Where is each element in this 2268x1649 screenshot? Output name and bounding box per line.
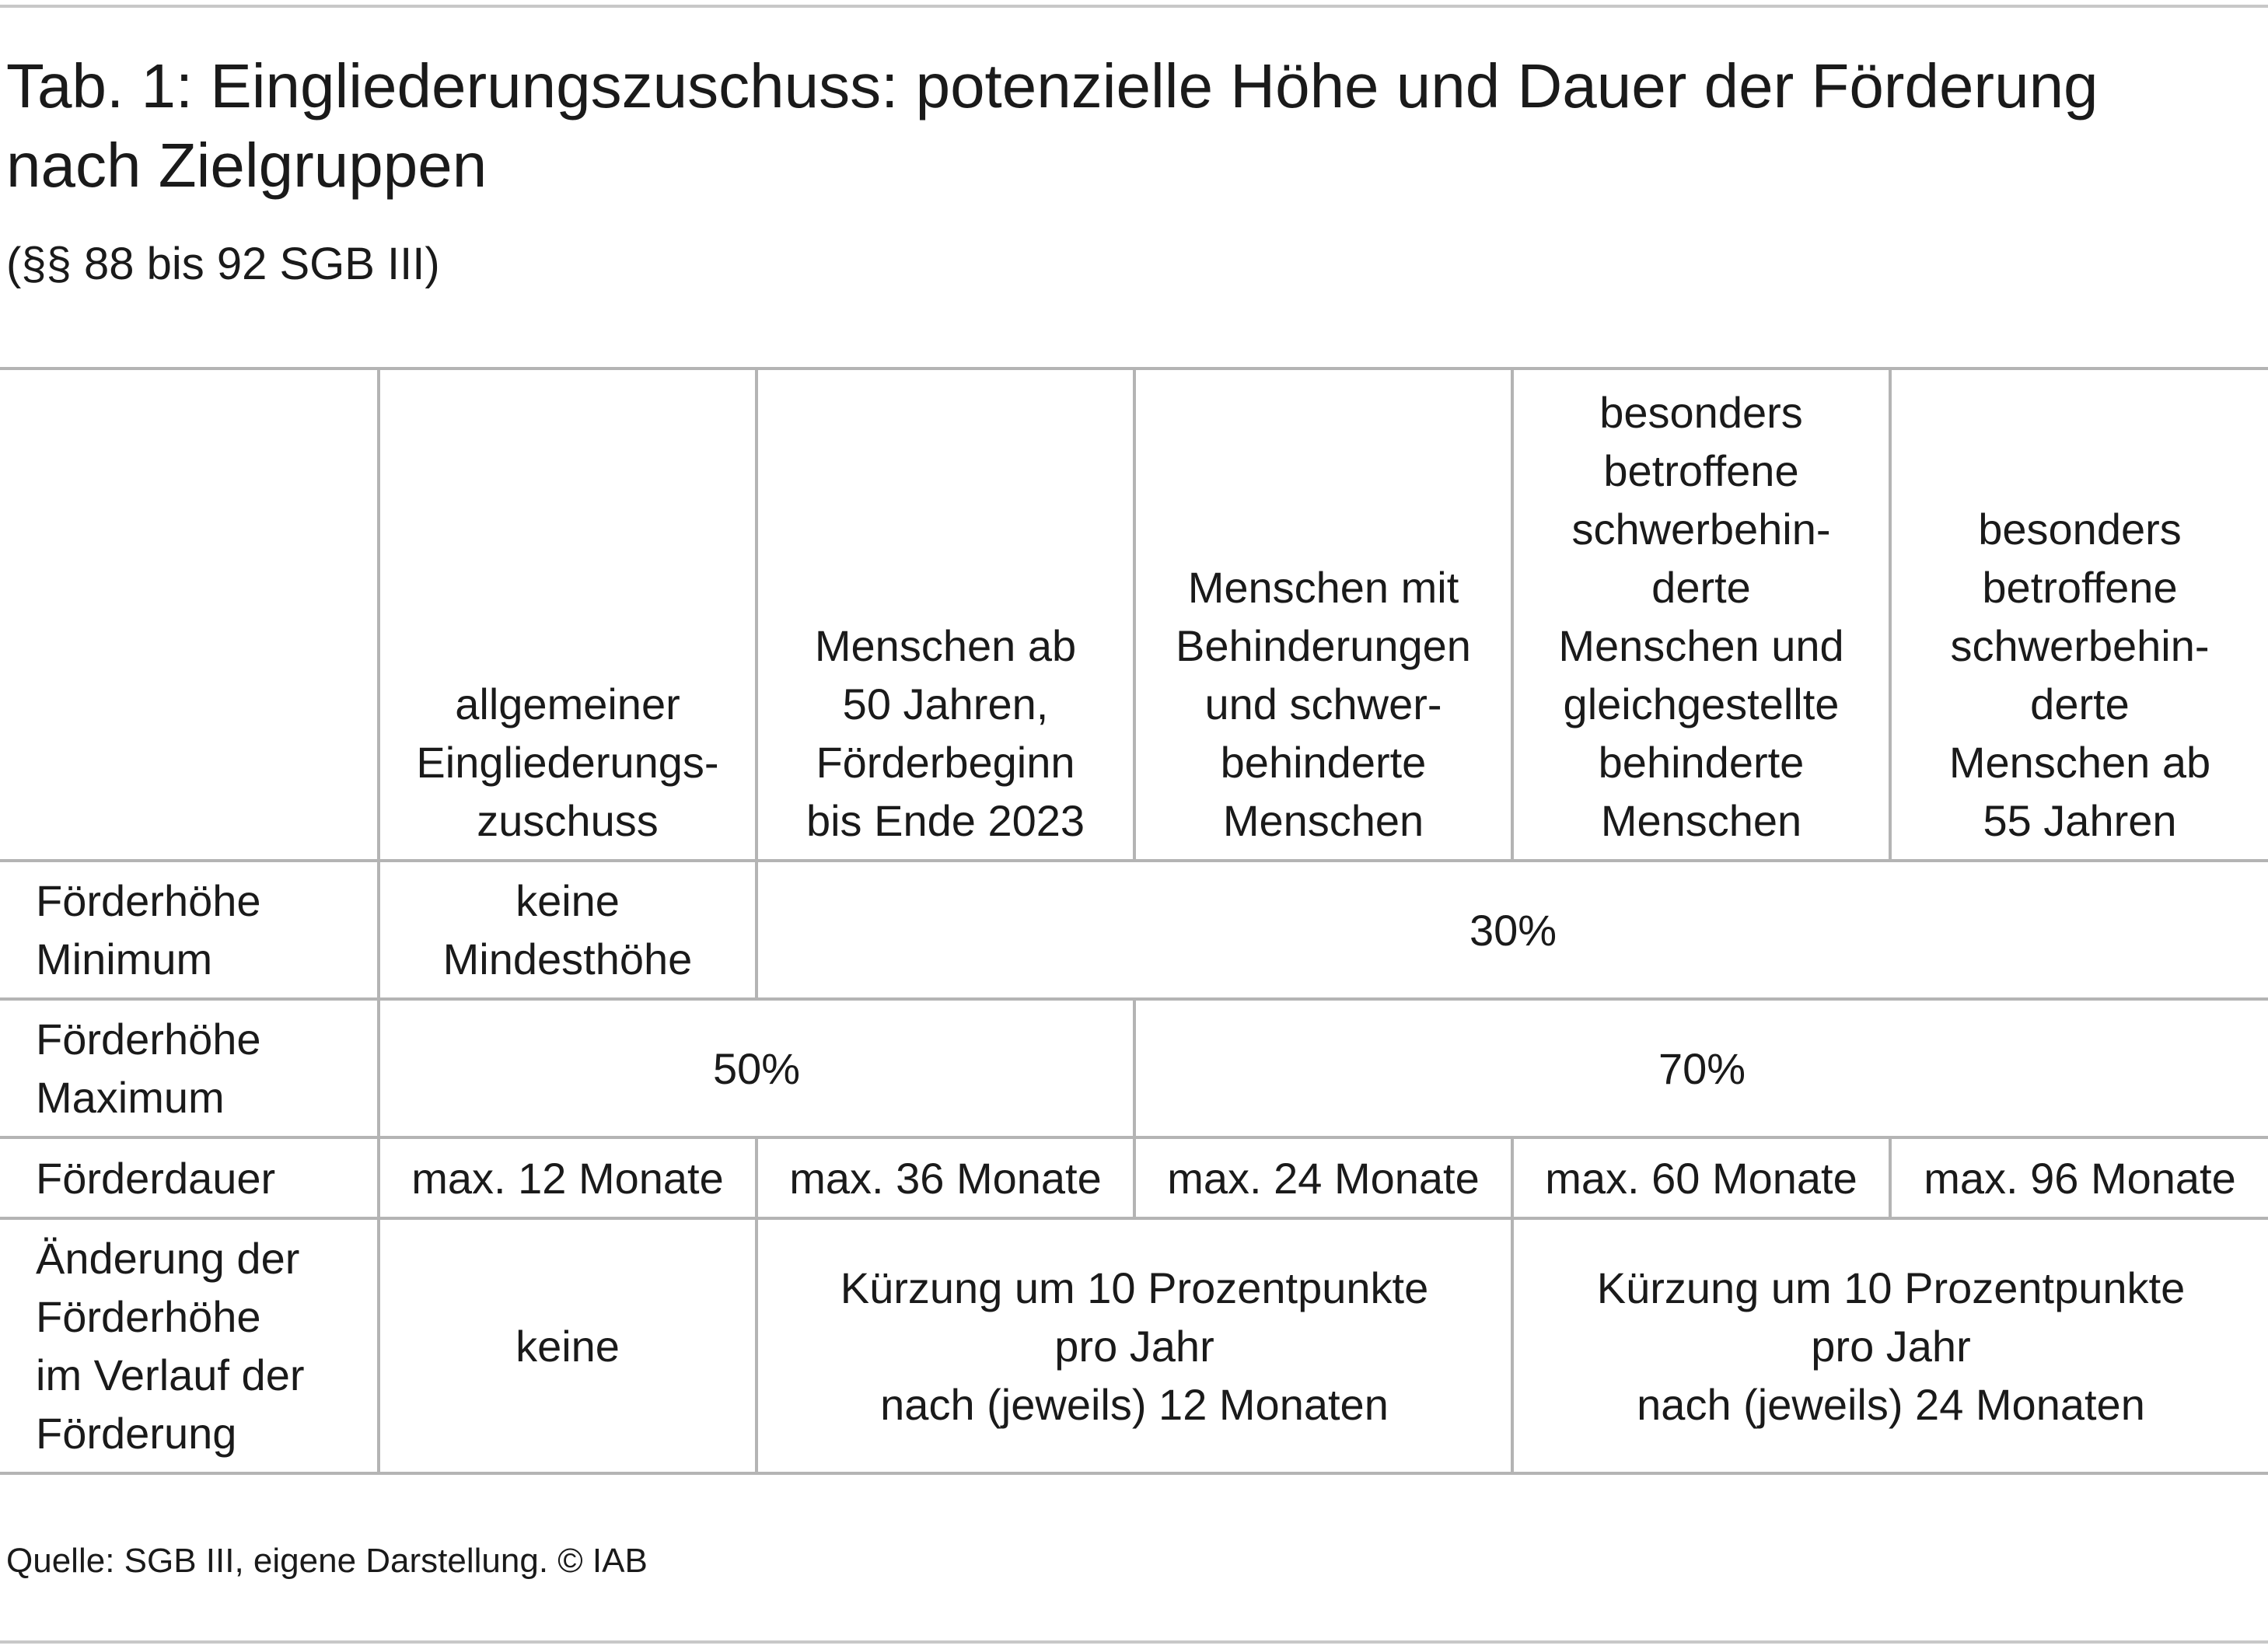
cell-minimum-general: keine Mindesthöhe (379, 861, 757, 999)
header-cell-general: allgemeiner Eingliederungs- zuschuss (379, 369, 757, 861)
cell-maximum-first-two: 50% (379, 999, 1134, 1137)
header-cell-severely-affected-55: besonders betroffene schwerbehin- derte Menschen ab 55 Jahren (1890, 369, 2268, 861)
cell-duration-severely-affected-55: max. 96 Monate (1890, 1137, 2268, 1218)
cell-duration-disabled: max. 24 Monate (1134, 1137, 1512, 1218)
cell-duration-severely-affected: max. 60 Monate (1512, 1137, 1890, 1218)
cell-change-general: keine (379, 1218, 757, 1473)
table-row-minimum (0, 861, 2268, 999)
table-row-maximum (0, 999, 2268, 1137)
row-label-maximum: Förderhöhe Maximum (0, 999, 379, 1137)
header-cell-empty (0, 369, 379, 861)
row-label-minimum: Förderhöhe Minimum (0, 861, 379, 999)
header-cell-severely-affected: besonders betroffene schwerbehin- derte Menschen und gleichgestellte behinderte Menschen (1512, 369, 1890, 861)
cell-minimum-others: 30% (757, 861, 2268, 999)
header-cell-disabled: Menschen mit Behinderungen und schwer- behinderte Menschen (1134, 369, 1512, 861)
funding-table (0, 367, 2268, 1475)
bottom-rule (0, 1640, 2268, 1644)
table-subtitle: (§§ 88 bis 92 SGB III) (6, 239, 440, 289)
cell-change-right: Kürzung um 10 Prozentpunkte pro Jahr nach (jeweils) 24 Monaten (1512, 1218, 2268, 1473)
cell-change-middle: Kürzung um 10 Prozentpunkte pro Jahr nach (jeweils) 12 Monaten (757, 1218, 1512, 1473)
row-label-change: Änderung der Förderhöhe im Verlauf der Förderung (0, 1218, 379, 1473)
table-row-duration (0, 1137, 2268, 1218)
table-row-change (0, 1218, 2268, 1473)
table-title: Tab. 1: Eingliederungszuschuss: potenzielle Höhe und Dauer der Förderung nach Zielgruppen (6, 51, 2099, 200)
cell-duration-general: max. 12 Monate (379, 1137, 757, 1218)
source-note: Quelle: SGB III, eigene Darstellung. © IAB (6, 1542, 648, 1580)
cell-maximum-last-three: 70% (1134, 999, 2268, 1137)
cell-duration-age50: max. 36 Monate (757, 1137, 1134, 1218)
header-row (0, 369, 2268, 861)
row-label-duration: Förderdauer (0, 1137, 379, 1218)
top-rule (0, 5, 2268, 8)
header-cell-age50: Menschen ab 50 Jahren, Förderbeginn bis Ende 2023 (757, 369, 1134, 861)
